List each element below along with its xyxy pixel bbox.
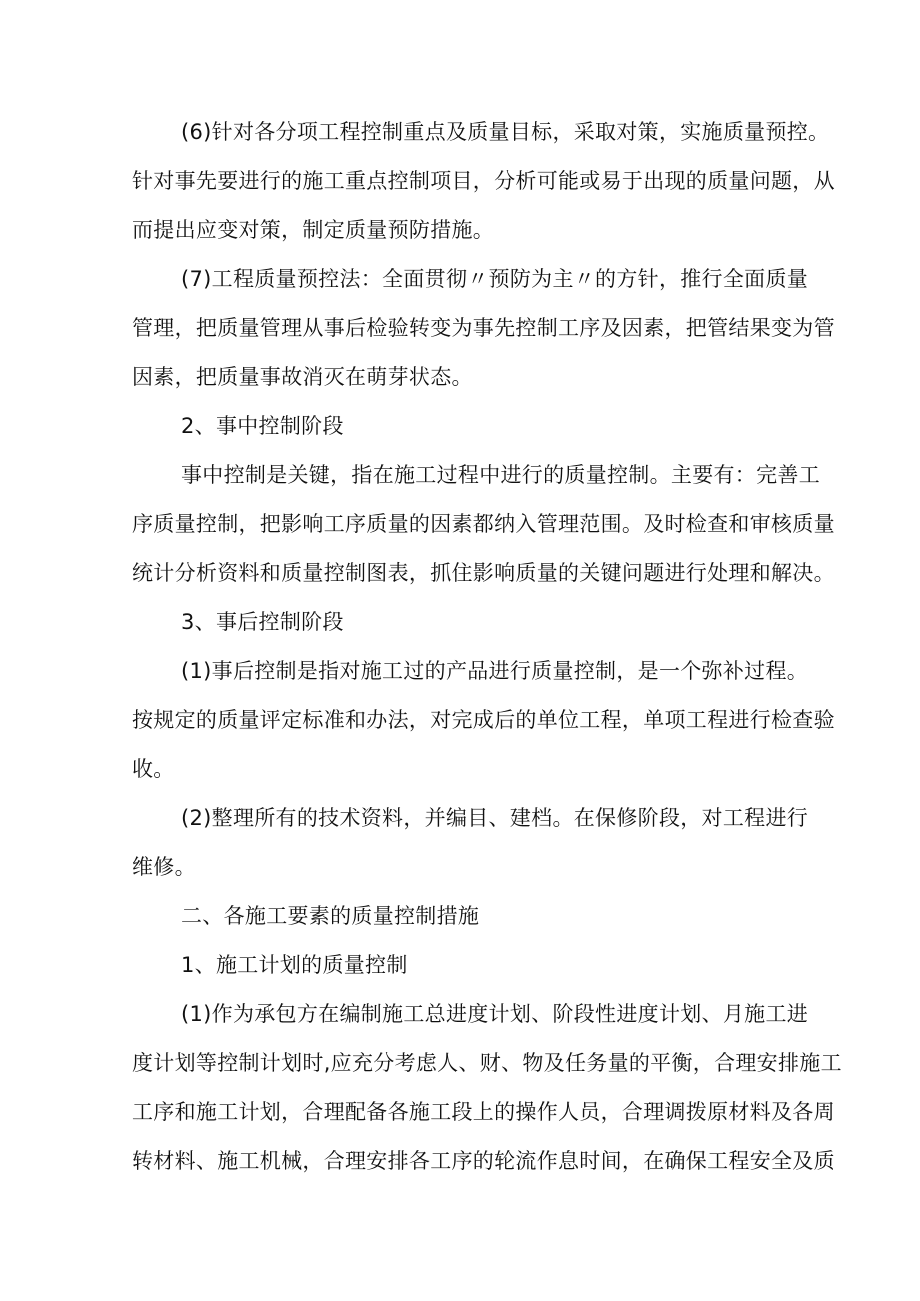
post-control-item-2-line-1: (2)整理所有的技术资料，并编目、建档。在保修阶段，对工程进行 (181, 806, 809, 830)
post-control-item-2-line-2: 维修。 (132, 855, 196, 879)
paragraph-6-line-1: (6)针对各分项工程控制重点及质量目标，采取对策，实施质量预控。 (181, 120, 830, 144)
paragraph-7-line-3: 因素，把质量事故消灭在萌芽状态。 (132, 365, 473, 389)
plan-control-item-1-line-1: (1)作为承包方在编制施工总进度计划、阶段性进度计划、月施工进 (181, 1002, 809, 1026)
post-control-item-1-line-1: (1)事后控制是指对施工过的产品进行质量控制，是一个弥补过程。 (181, 659, 809, 683)
post-control-item-1-line-2: 按规定的质量评定标准和办法，对完成后的单位工程，单项工程进行检查验 (132, 708, 835, 732)
post-control-item-1-line-3: 收。 (132, 757, 175, 781)
plan-control-item-1-line-4: 转材料、施工机械，合理安排各工序的轮流作息时间，在确保工程安全及质 (132, 1149, 835, 1173)
paragraph-7-line-1: (7)工程质量预控法：全面贯彻〃预防为主〃的方针，推行全面质量 (181, 267, 809, 291)
in-process-paragraph-line-1: 事中控制是关键，指在施工过程中进行的质量控制。主要有：完善工 (181, 463, 820, 487)
section-heading-plan-quality-control: 1、施工计划的质量控制 (181, 953, 408, 977)
section-heading-post-control: 3、事后控制阶段 (181, 610, 344, 634)
in-process-paragraph-line-2: 序质量控制，把影响工序质量的因素都纳入管理范围。及时检查和审核质量 (132, 512, 835, 536)
plan-control-item-1-line-2: 度计划等控制计划时,应充分考虑人、财、物及任务量的平衡，合理安排施工 (132, 1051, 842, 1075)
in-process-paragraph-line-3: 统计分析资料和质量控制图表，抓住影响质量的关键问题进行处理和解决。 (132, 561, 835, 585)
paragraph-7-line-2: 管理，把质量管理从事后检验转变为事先控制工序及因素，把管结果变为管 (132, 316, 835, 340)
paragraph-6-line-3: 而提出应变对策，制定质量预防措施。 (132, 218, 495, 242)
paragraph-6-line-2: 针对事先要进行的施工重点控制项目，分析可能或易于出现的质量问题，从 (132, 169, 835, 193)
chapter-heading-quality-measures: 二、各施工要素的质量控制措施 (181, 904, 480, 928)
plan-control-item-1-line-3: 工序和施工计划，合理配备各施工段上的操作人员，合理调拨原材料及各周 (132, 1100, 835, 1124)
section-heading-in-process-control: 2、事中控制阶段 (181, 414, 344, 438)
